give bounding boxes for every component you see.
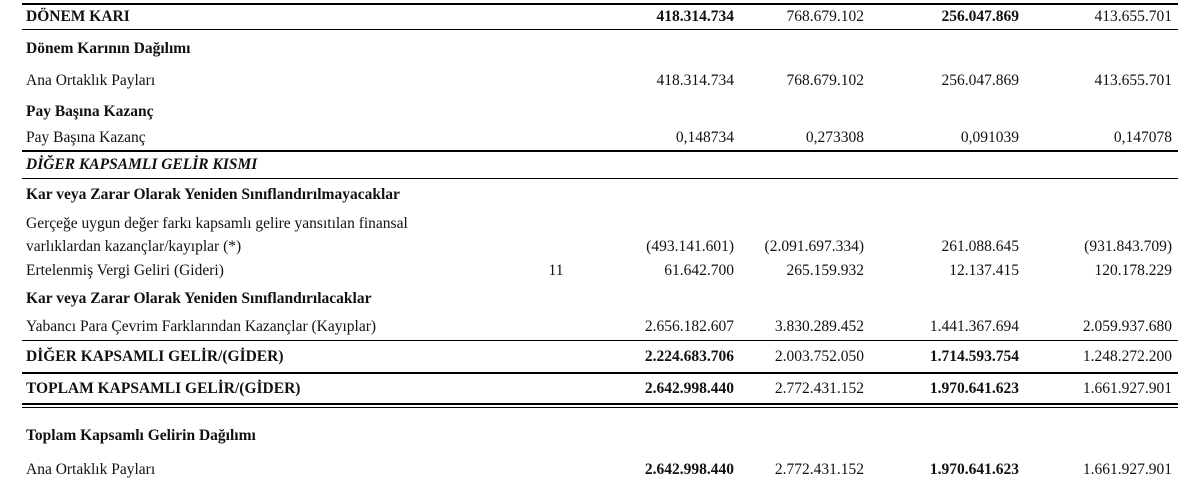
- row-rule: [22, 178, 1178, 179]
- value-col-1: 0,148734: [675, 129, 734, 146]
- row-label-line-1: Gerçeğe uygun değer farkı kapsamlı gelire yansıtılan finansal: [26, 215, 408, 232]
- value-col-3: 0,091039: [960, 129, 1019, 146]
- value-col-4: 0,147078: [1113, 129, 1172, 146]
- value-col-4: 2.059.937.680: [1082, 318, 1172, 335]
- section-label: Pay Başına Kazanç: [26, 103, 154, 120]
- value-col-1: 418.314.734: [656, 72, 734, 89]
- section-label: Toplam Kapsamlı Gelirin Dağılımı: [26, 427, 256, 444]
- value-col-2: 768.679.102: [786, 8, 864, 25]
- double-rule-bottom: [22, 407, 1178, 408]
- top-rule: [22, 3, 1178, 5]
- row-label: Pay Başına Kazanç: [26, 129, 146, 146]
- value-col-4: 413.655.701: [1094, 8, 1172, 25]
- note-reference: 11: [548, 262, 564, 279]
- row-label: DÖNEM KARI: [26, 8, 130, 25]
- row-label: Ertelenmiş Vergi Geliri (Gideri): [26, 262, 224, 279]
- value-col-2: 3.830.289.452: [774, 318, 864, 335]
- value-col-1: 2.642.998.440: [644, 461, 734, 478]
- value-col-3: 256.047.869: [941, 72, 1019, 89]
- value-col-3: 1.714.593.754: [929, 348, 1019, 365]
- section-label: Kar veya Zarar Olarak Yeniden Sınıflandırılmayacaklar: [26, 186, 400, 203]
- row-label: DİĞER KAPSAMLI GELİR/(GİDER): [26, 348, 284, 365]
- value-col-2: 768.679.102: [786, 72, 864, 89]
- value-col-2: (2.091.697.334): [764, 238, 864, 255]
- row-rule: [22, 340, 1178, 341]
- row-rule: [22, 372, 1178, 374]
- row-label: Ana Ortaklık Payları: [26, 461, 156, 478]
- row-label-line-2: varlıklardan kazançlar/kayıplar (*): [26, 238, 242, 255]
- section-label: DİĞER KAPSAMLI GELİR KISMI: [26, 156, 258, 173]
- row-label: Yabancı Para Çevrim Farklarından Kazançlar (Kayıplar): [26, 318, 377, 335]
- value-col-3: 1.441.367.694: [929, 318, 1019, 335]
- value-col-3: 1.970.641.623: [929, 380, 1019, 397]
- row-label: TOPLAM KAPSAMLI GELİR/(GİDER): [26, 380, 301, 397]
- value-col-4: 1.248.272.200: [1082, 348, 1172, 365]
- value-col-1: (493.141.601): [646, 238, 734, 255]
- value-col-1: 418.314.734: [656, 8, 734, 25]
- value-col-1: 61.642.700: [664, 262, 734, 279]
- value-col-3: 1.970.641.623: [929, 461, 1019, 478]
- value-col-2: 2.003.752.050: [774, 348, 864, 365]
- value-col-1: 2.656.182.607: [644, 318, 734, 335]
- section-label: Dönem Karının Dağılımı: [26, 40, 191, 57]
- value-col-4: (931.843.709): [1084, 238, 1172, 255]
- value-col-2: 2.772.431.152: [774, 461, 864, 478]
- value-col-3: 261.088.645: [941, 238, 1019, 255]
- value-col-2: 0,273308: [805, 129, 864, 146]
- value-col-1: 2.224.683.706: [644, 348, 734, 365]
- section-label: Kar veya Zarar Olarak Yeniden Sınıflandırılacaklar: [26, 290, 372, 307]
- value-col-2: 265.159.932: [786, 262, 864, 279]
- value-col-1: 2.642.998.440: [644, 380, 734, 397]
- value-col-4: 120.178.229: [1094, 262, 1172, 279]
- value-col-3: 256.047.869: [941, 8, 1019, 25]
- value-col-3: 12.137.415: [949, 262, 1019, 279]
- value-col-4: 1.661.927.901: [1082, 380, 1172, 397]
- value-col-4: 1.661.927.901: [1082, 461, 1172, 478]
- value-col-2: 2.772.431.152: [774, 380, 864, 397]
- double-rule-top: [22, 403, 1178, 405]
- row-rule: [22, 150, 1178, 152]
- value-col-4: 413.655.701: [1094, 72, 1172, 89]
- row-rule: [22, 29, 1178, 30]
- row-label: Ana Ortaklık Payları: [26, 72, 156, 89]
